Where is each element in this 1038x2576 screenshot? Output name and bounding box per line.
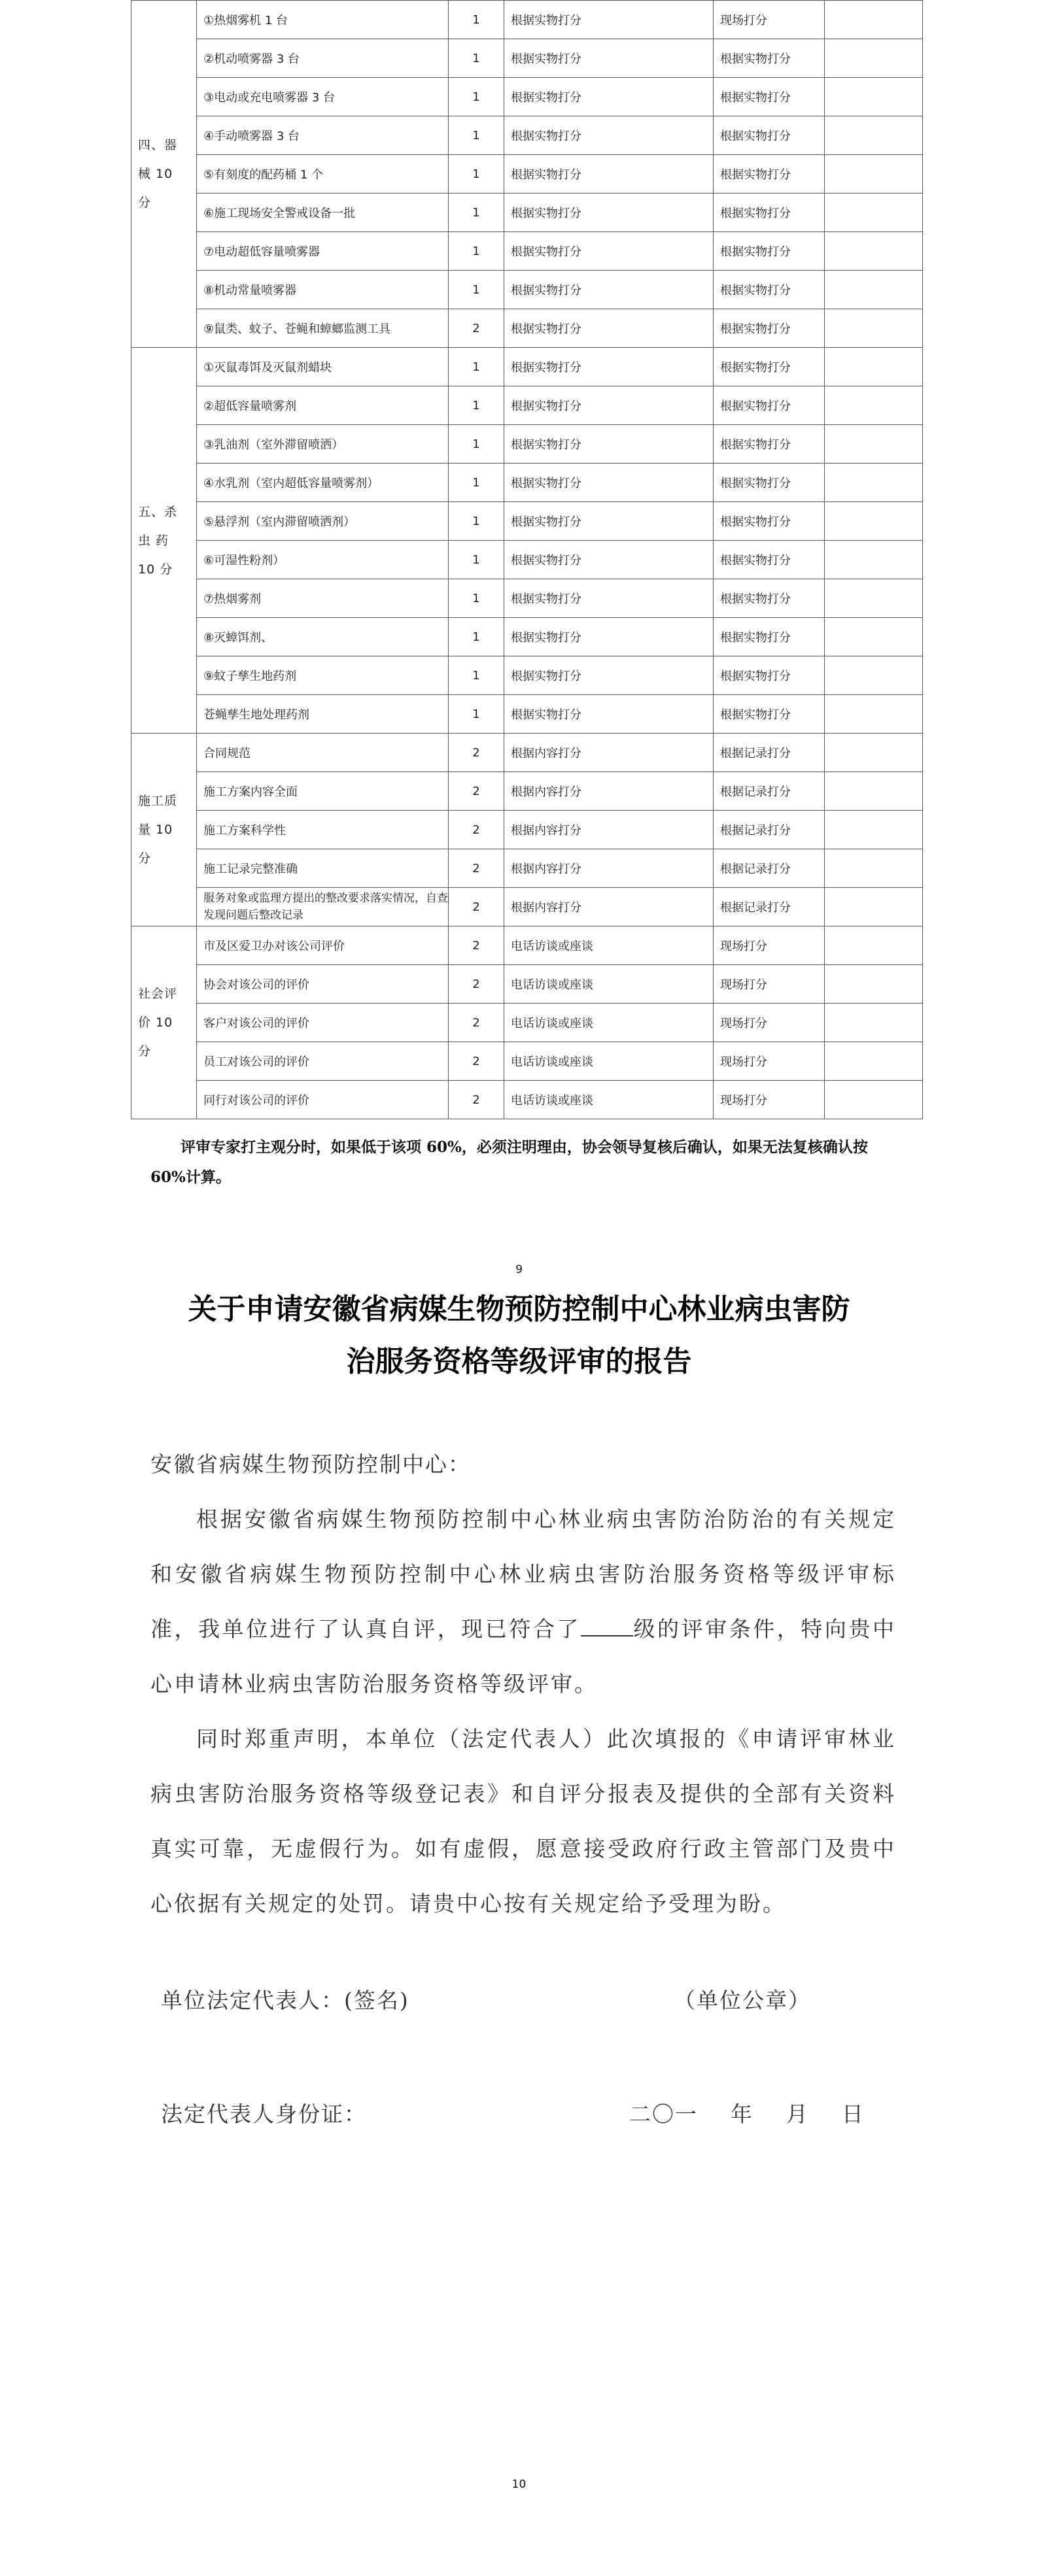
remarks-cell [825,656,923,695]
method-cell: 根据内容打分 [504,888,714,926]
category-cell [131,926,197,1119]
paragraph-1-text-a: 根据安徽省病媒生物预防控制中心林业病虫害防治防治的有关规定和安徽省病媒生物预防控制中心林业病虫害防治服务资格等级评审标准，我单位进行了认真自评，现已符合了 [150,1506,896,1642]
method-cell: 根据实物打分 [504,116,714,155]
page-number: 9 [515,1263,523,1276]
table-row [131,656,923,695]
remarks-cell [825,618,923,656]
remarks-cell [825,541,923,579]
points-cell: 1 [449,1,504,39]
points-cell: 2 [449,965,504,1004]
points-cell: 2 [449,1081,504,1119]
method-cell: 根据实物打分 [504,579,714,618]
method-cell: 根据内容打分 [504,772,714,811]
item-cell: ④水乳剂（室内超低容量喷雾剂） [197,464,449,502]
method-cell: 根据实物打分 [504,232,714,271]
grade-blank-line [581,1616,633,1636]
table-row [131,425,923,464]
item-cell: ③电动或充电喷雾器 3 台 [197,78,449,116]
item-cell: ⑧灭蟑饵剂、 [197,618,449,656]
category-cell [131,734,197,926]
points-cell: 1 [449,579,504,618]
category-label: 四、器 械 10 分 [138,138,178,210]
basis-cell: 根据实物打分 [714,656,825,695]
remarks-cell [825,811,923,849]
points-cell: 2 [449,888,504,926]
remarks-cell [825,271,923,309]
item-cell: ⑥施工现场安全警戒设备一批 [197,194,449,232]
remarks-cell [825,888,923,926]
category-label: 五、杀 虫 药 10 分 [138,504,178,577]
method-cell: 根据实物打分 [504,348,714,386]
points-cell: 1 [449,78,504,116]
basis-cell: 根据记录打分 [714,734,825,772]
method-cell: 根据实物打分 [504,695,714,734]
basis-cell: 现场打分 [714,1042,825,1081]
table-row [131,926,923,965]
method-cell: 电话访谈或座谈 [504,1081,714,1119]
table-row [131,849,923,888]
basis-cell: 根据实物打分 [714,386,825,425]
item-cell: 员工对该公司的评价 [197,1042,449,1081]
item-cell: 客户对该公司的评价 [197,1004,449,1042]
method-cell: 根据实物打分 [504,1,714,39]
table-row [131,772,923,811]
method-cell: 根据实物打分 [504,425,714,464]
table-row [131,811,923,849]
method-cell: 根据实物打分 [504,502,714,541]
remarks-cell [825,194,923,232]
item-cell: 施工方案内容全面 [197,772,449,811]
table-row [131,155,923,194]
points-cell: 1 [449,271,504,309]
table-row [131,271,923,309]
table-row [131,579,923,618]
method-cell: 根据实物打分 [504,618,714,656]
table-row [131,386,923,425]
basis-cell: 根据记录打分 [714,772,825,811]
points-cell: 2 [449,1004,504,1042]
points-cell: 1 [449,695,504,734]
remarks-cell [825,1042,923,1081]
basis-cell: 根据实物打分 [714,579,825,618]
item-cell: 施工记录完整准确 [197,849,449,888]
points-cell: 1 [449,232,504,271]
method-cell: 电话访谈或座谈 [504,1004,714,1042]
table-row [131,695,923,734]
signature-label: 单位法定代表人：(签名) [161,1988,409,2013]
points-cell: 1 [449,502,504,541]
basis-cell: 根据实物打分 [714,116,825,155]
points-cell: 1 [449,541,504,579]
item-cell: ④手动喷雾器 3 台 [197,116,449,155]
points-cell: 1 [449,39,504,78]
remarks-cell [825,116,923,155]
table-row [131,502,923,541]
remarks-cell [825,1004,923,1042]
basis-cell: 根据记录打分 [714,888,825,926]
item-cell: 同行对该公司的评价 [197,1081,449,1119]
table-row [131,965,923,1004]
item-cell: ⑥可湿性粉剂） [197,541,449,579]
category-label: 社会评 价 10 分 [138,987,178,1059]
basis-cell: 根据记录打分 [714,849,825,888]
page-number: 10 [511,2478,527,2491]
table-row [131,116,923,155]
remarks-cell [825,425,923,464]
item-cell: ⑧机动常量喷雾器 [197,271,449,309]
item-cell: 市及区爱卫办对该公司评价 [197,926,449,965]
basis-cell: 根据实物打分 [714,695,825,734]
item-cell: ⑨鼠类、蚊子、苍蝇和蟑螂监测工具 [197,309,449,348]
table-row [131,888,923,926]
item-cell: 施工方案科学性 [197,811,449,849]
remarks-cell [825,309,923,348]
table-row [131,194,923,232]
method-cell: 根据实物打分 [504,271,714,309]
remarks-cell [825,502,923,541]
item-cell: 服务对象或监理方提出的整改要求落实情况，自查发现问题后整改记录 [197,888,449,926]
method-cell: 根据实物打分 [504,155,714,194]
remarks-cell [825,734,923,772]
table-row [131,464,923,502]
item-cell: ③乳油剂（室外滞留喷洒） [197,425,449,464]
method-cell: 根据实物打分 [504,386,714,425]
basis-cell: 根据实物打分 [714,309,825,348]
method-cell: 电话访谈或座谈 [504,926,714,965]
basis-cell: 现场打分 [714,1081,825,1119]
basis-cell: 现场打分 [714,1004,825,1042]
paragraph-1-text-b: 级的评审条件，特向贵中心申请林业病虫害防治服务资格等级评审。 [150,1616,897,1697]
remarks-cell [825,155,923,194]
table-row [131,348,923,386]
category-label: 施工质 量 10 分 [138,794,178,866]
method-cell: 根据内容打分 [504,734,714,772]
basis-cell: 根据实物打分 [714,425,825,464]
table-row [131,541,923,579]
item-cell: 合同规范 [197,734,449,772]
points-cell: 2 [449,811,504,849]
table-row [131,734,923,772]
remarks-cell [825,772,923,811]
basis-cell: 根据实物打分 [714,194,825,232]
category-cell [131,1,197,348]
remarks-cell [825,39,923,78]
points-cell: 2 [449,772,504,811]
method-cell: 根据实物打分 [504,656,714,695]
report-paragraph-1 [150,1492,896,1712]
remarks-cell [825,965,923,1004]
item-cell: 苍蝇孳生地处理药剂 [197,695,449,734]
points-cell: 2 [449,1042,504,1081]
item-cell: ②超低容量喷雾剂 [197,386,449,425]
basis-cell: 根据实物打分 [714,232,825,271]
item-cell: ⑤悬浮剂（室内滞留喷洒剂） [197,502,449,541]
points-cell: 2 [449,734,504,772]
category-cell [131,348,197,734]
points-cell: 1 [449,386,504,425]
points-cell: 1 [449,194,504,232]
method-cell: 根据实物打分 [504,194,714,232]
points-cell: 2 [449,926,504,965]
item-cell: 协会对该公司的评价 [197,965,449,1004]
scoring-table-body [131,1,923,1119]
remarks-cell [825,695,923,734]
remarks-cell [825,78,923,116]
basis-cell: 根据实物打分 [714,78,825,116]
method-cell: 根据实物打分 [504,464,714,502]
item-cell: ①灭鼠毒饵及灭鼠剂蜡块 [197,348,449,386]
remarks-cell [825,386,923,425]
method-cell: 根据实物打分 [504,39,714,78]
remarks-cell [825,926,923,965]
report-salutation: 安徽省病媒生物预防控制中心： [150,1451,471,1477]
basis-cell: 根据记录打分 [714,811,825,849]
points-cell: 1 [449,464,504,502]
remarks-cell [825,464,923,502]
scoring-table [131,0,923,1119]
basis-cell: 现场打分 [714,1,825,39]
points-cell: 2 [449,849,504,888]
basis-cell: 根据实物打分 [714,348,825,386]
remarks-cell [825,348,923,386]
table-row [131,1,923,39]
points-cell: 1 [449,656,504,695]
item-cell: ⑤有刻度的配药桶 1 个 [197,155,449,194]
report-title-line-1: 关于申请安徽省病媒生物预防控制中心林业病虫害防 [188,1293,850,1326]
points-cell: 1 [449,348,504,386]
points-cell: 1 [449,155,504,194]
table-row [131,39,923,78]
basis-cell: 根据实物打分 [714,618,825,656]
method-cell: 电话访谈或座谈 [504,1042,714,1081]
table-row [131,232,923,271]
basis-cell: 根据实物打分 [714,464,825,502]
item-cell: ②机动喷雾器 3 台 [197,39,449,78]
basis-cell: 根据实物打分 [714,541,825,579]
method-cell: 根据实物打分 [504,78,714,116]
item-cell: ⑨蚊子孳生地药剂 [197,656,449,695]
date-label: 二〇一 年 月 日 [629,2101,865,2127]
table-row [131,309,923,348]
remarks-cell [825,849,923,888]
method-cell: 根据实物打分 [504,309,714,348]
id-label: 法定代表人身份证： [161,2101,367,2127]
method-cell: 根据实物打分 [504,541,714,579]
table-row [131,1004,923,1042]
table-row [131,1042,923,1081]
remarks-cell [825,232,923,271]
remarks-cell [825,1,923,39]
report-paragraph-2: 同时郑重声明，本单位（法定代表人）此次填报的《申请评审林业病虫害防治服务资格等级登记表》和自评分报表及提供的全部有关资料真实可靠，无虚假行为。如有虚假，愿意接受政府行政主管部门及贵中心依据有关规定的处罚。请贵中心按有关规定给予受理为盼。 [150,1726,896,1916]
item-cell: ⑦电动超低容量喷雾器 [197,232,449,271]
table-row [131,78,923,116]
item-cell: ⑦热烟雾剂 [197,579,449,618]
method-cell: 根据内容打分 [504,811,714,849]
method-cell: 电话访谈或座谈 [504,965,714,1004]
points-cell: 1 [449,425,504,464]
basis-cell: 现场打分 [714,965,825,1004]
method-cell: 根据内容打分 [504,849,714,888]
basis-cell: 根据实物打分 [714,271,825,309]
table-row [131,1081,923,1119]
basis-cell: 根据实物打分 [714,502,825,541]
remarks-cell [825,1081,923,1119]
points-cell: 1 [449,116,504,155]
remarks-cell [825,579,923,618]
item-cell: ①热烟雾机 1 台 [197,1,449,39]
basis-cell: 现场打分 [714,926,825,965]
points-cell: 2 [449,309,504,348]
table-row [131,618,923,656]
seal-label: （单位公章） [674,1988,811,2013]
basis-cell: 根据实物打分 [714,39,825,78]
scoring-note: 评审专家打主观分时，如果低于该项 60%，必须注明理由，协会领导复核后确认，如果无法复核确认按 60%计算。 [150,1138,868,1186]
basis-cell: 根据实物打分 [714,155,825,194]
points-cell: 1 [449,618,504,656]
report-title-line-2: 治服务资格等级评审的报告 [346,1345,692,1378]
